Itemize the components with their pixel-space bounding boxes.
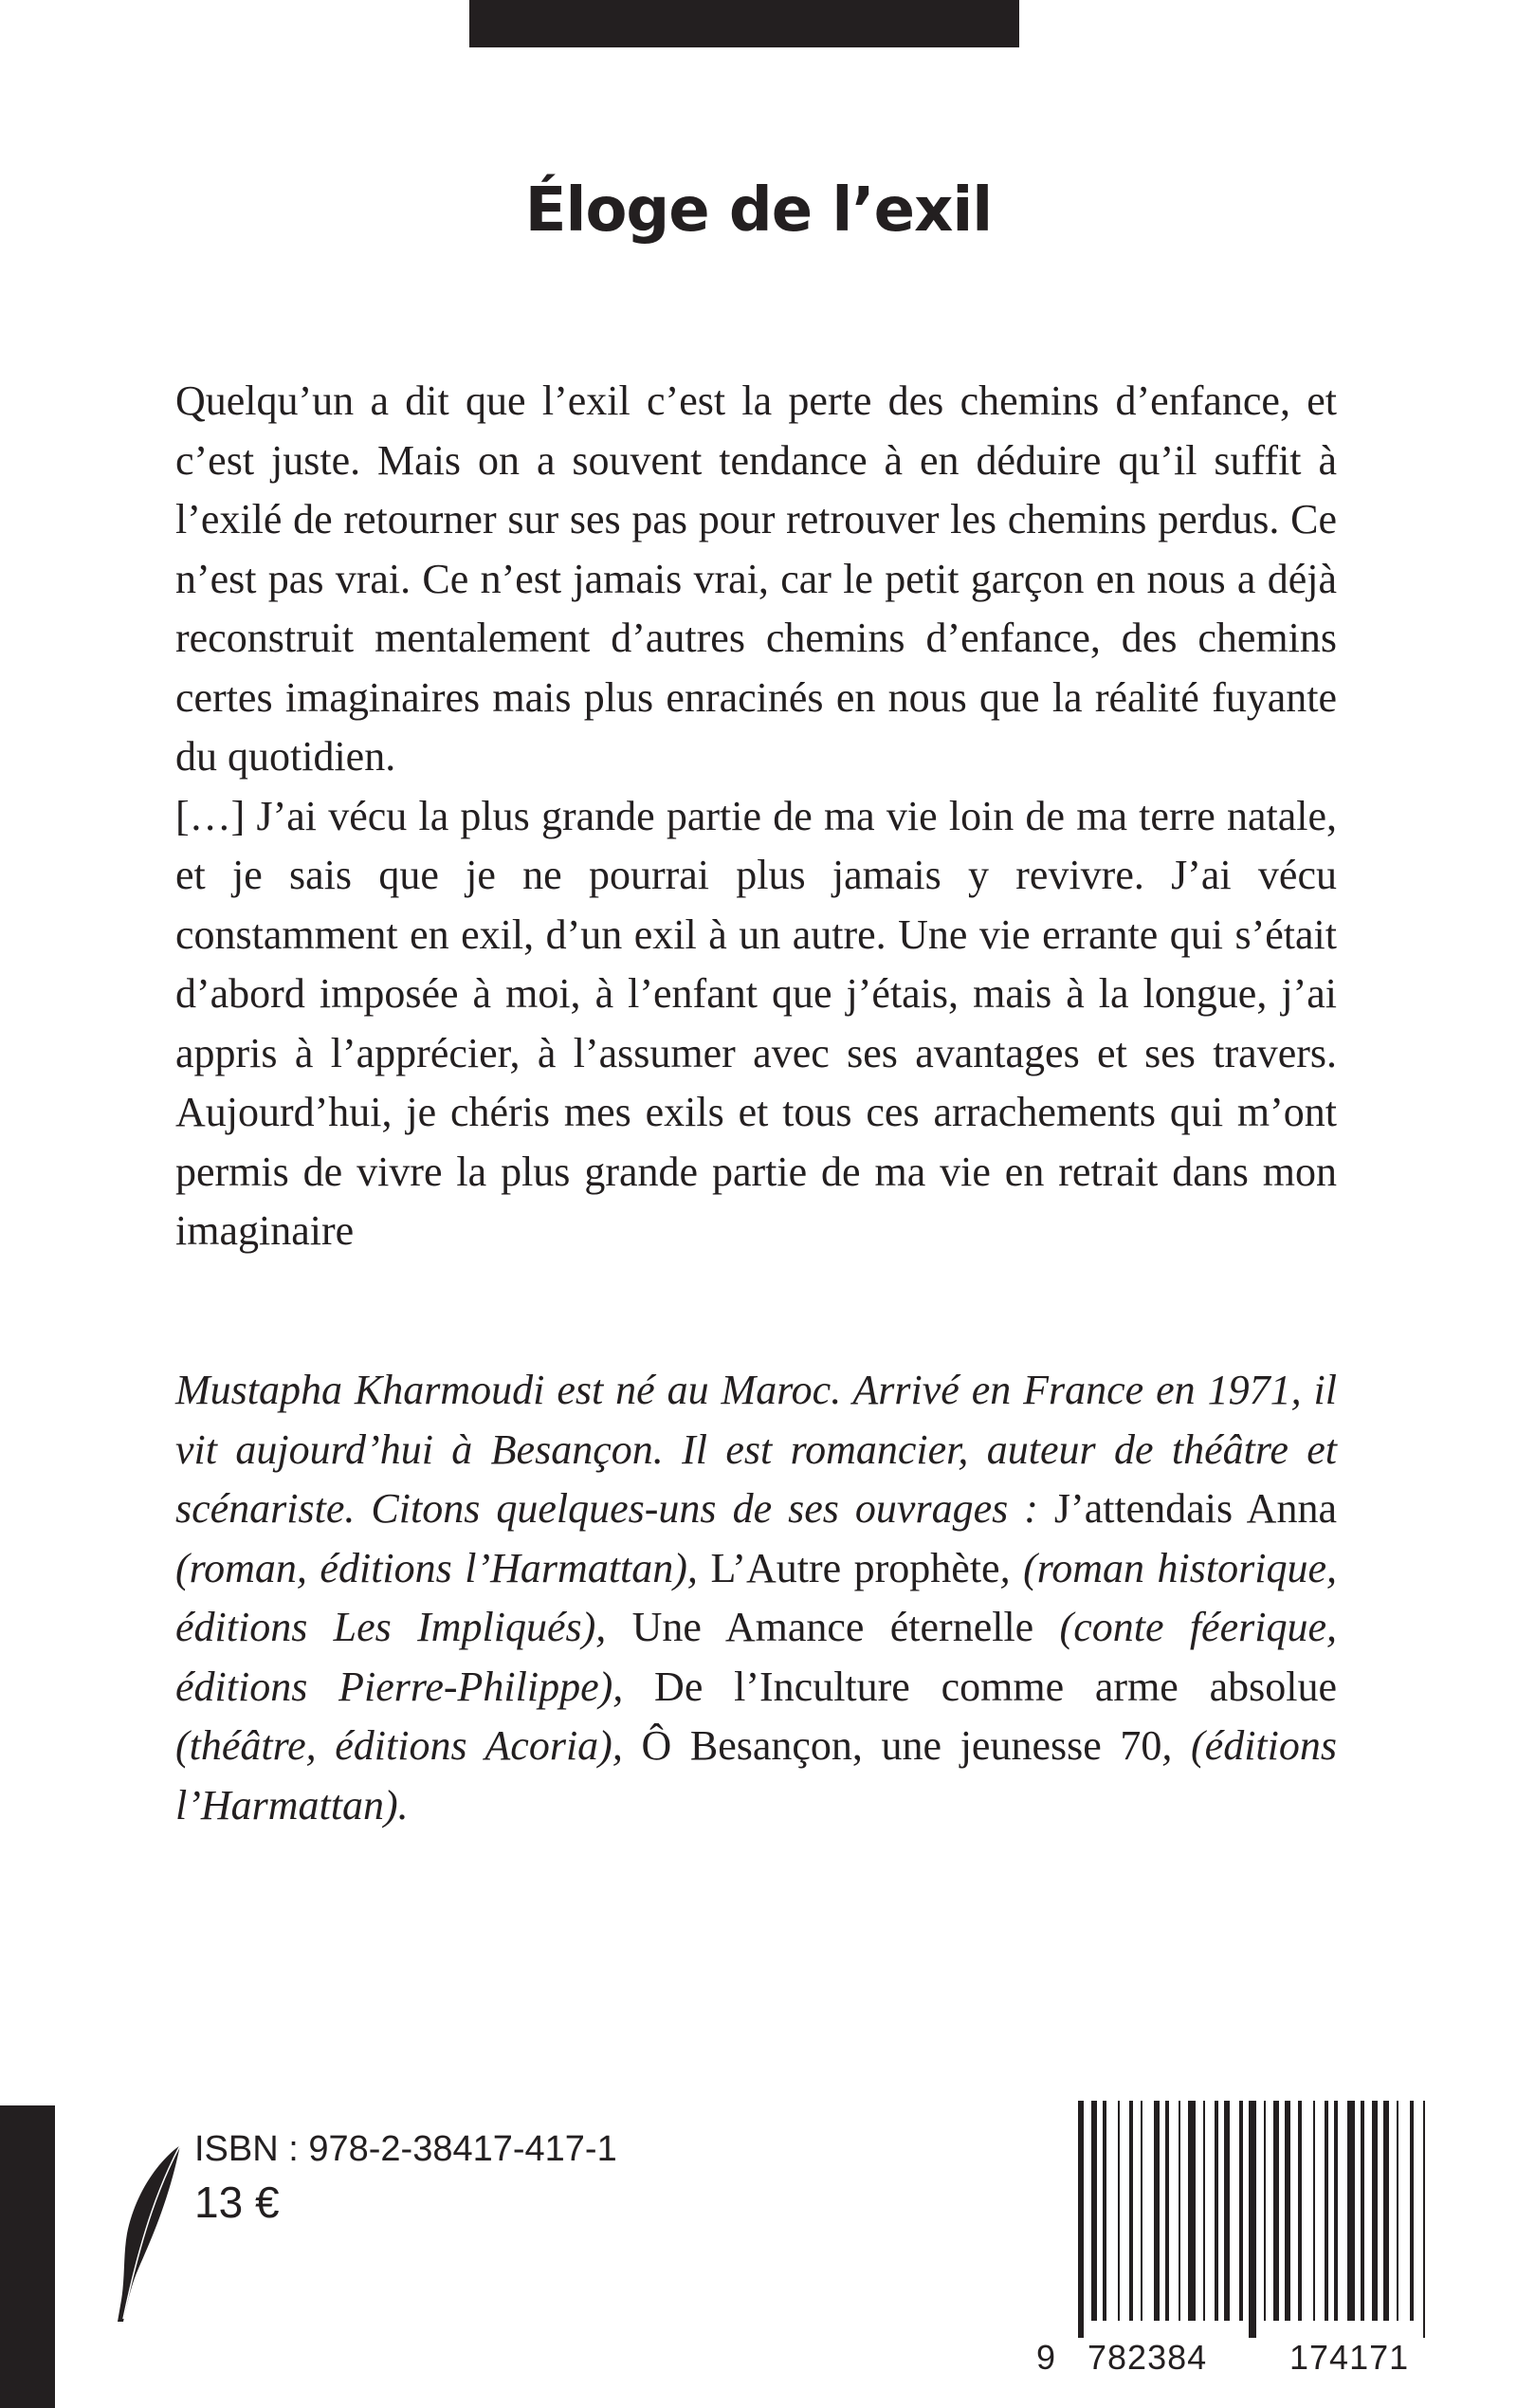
barcode-bar	[1372, 2101, 1378, 2321]
top-color-band	[469, 0, 1019, 47]
work-title-3: Une Amance éternelle	[631, 1604, 1034, 1650]
book-title: Éloge de l’exil	[524, 175, 993, 246]
work-note-3: (conte féerique, éditions Pierre-Philippe),	[175, 1604, 1337, 1710]
barcode-bar	[1273, 2101, 1279, 2321]
barcode-bar	[1103, 2101, 1106, 2321]
barcode-bar	[1325, 2101, 1328, 2321]
work-note-4: (théâtre, éditions Acoria),	[175, 1722, 642, 1769]
barcode-bar	[1313, 2101, 1315, 2321]
barcode-bar	[1410, 2101, 1414, 2321]
barcode-bar	[1165, 2101, 1169, 2321]
barcode-bar	[1298, 2101, 1302, 2321]
barcode-bar	[1383, 2101, 1389, 2321]
barcode	[1029, 2101, 1508, 2376]
author-bio	[175, 1361, 1337, 1835]
barcode-bar	[1118, 2101, 1120, 2321]
barcode-bar	[1203, 2101, 1205, 2321]
work-note-2: , (roman historique, éditions Les Impliqués),	[175, 1544, 1337, 1650]
barcode-bar	[1188, 2101, 1196, 2321]
work-title-1: J’attendais Anna	[1053, 1485, 1337, 1532]
barcode-bar	[1078, 2101, 1084, 2338]
barcode-left-group: 782384	[1087, 2338, 1208, 2377]
isbn-number: ISBN : 978-2-38417-417-1	[194, 2129, 617, 2169]
blurb-paragraph-2: […] J’ai vécu la plus grande partie de ma vie loin de ma terre natale, et je sais que je ne pourrai plus jamais y revivre. J’ai vécu constamment en exil, d’un exil à un autre. Une vie errante qui s’était d’abord imposée à moi, à l’enfant que j’étais, mais à la longue, j’ai appris à l’apprécier, à l’assumer avec ses avantages et ses travers. Aujourd’hui, je chéris mes exils et tous ces arrachements qui m’ont permis de vivre la plus grande partie de ma vie en retrait dans mon imaginaire	[175, 792, 1337, 1254]
barcode-bar	[1397, 2101, 1398, 2321]
barcode-bar	[1285, 2101, 1290, 2321]
work-title-2: L’Autre prophète	[710, 1544, 1000, 1591]
barcode-bar	[1334, 2101, 1338, 2321]
barcode-bar	[1154, 2101, 1160, 2321]
barcode-first-digit: 9	[1036, 2338, 1056, 2377]
barcode-bar	[1347, 2101, 1355, 2321]
barcode-bar	[1224, 2101, 1230, 2321]
barcode-bars	[1029, 2101, 1508, 2338]
barcode-bar	[1423, 2101, 1425, 2338]
price-label: 13 €	[194, 2178, 280, 2227]
left-color-band	[0, 2105, 55, 2408]
work-note-5: , (éditions l’Harmattan).	[175, 1722, 1337, 1829]
work-note-1: (roman, éditions l’Harmattan),	[175, 1544, 711, 1591]
blurb-paragraph-1: Quelqu’un a dit que l’exil c’est la perte des chemins d’enfance, et c’est juste. Mais on a souvent tendance à en déduire qu’il suffit à l’exilé de retourner sur ses pas pour retrouver les chemins perdus. Ce n’est pas vrai. Ce n’est jamais vrai, car le petit garçon en nous a déjà reconstruit mentalement d’autres chemins d’enfance, des chemins certes imaginaires mais plus enracinés en nous que la réalité fuyante du quotidien.	[175, 377, 1337, 780]
feather-quill-icon	[114, 2143, 185, 2324]
barcode-bar	[1361, 2101, 1364, 2321]
barcode-bar	[1129, 2101, 1133, 2321]
barcode-right-group: 174171	[1289, 2338, 1410, 2377]
barcode-bar	[1141, 2101, 1142, 2321]
bio-intro: Mustapha Kharmoudi est né au Maroc. Arrivé en France en 1971, il vit aujourd’hui à Besançon. Il est romancier, auteur de théâtre et scénariste. Citons quelques-uns de ses ouvrages :	[175, 1367, 1337, 1532]
barcode-bar	[1091, 2101, 1097, 2321]
barcode-bar	[1239, 2101, 1243, 2321]
back-cover-blurb	[175, 372, 1337, 1261]
barcode-bar	[1215, 2101, 1218, 2321]
barcode-bar	[1179, 2101, 1180, 2321]
work-title-4: De l’Inculture comme arme absolue	[654, 1663, 1338, 1710]
barcode-bar	[1264, 2101, 1266, 2321]
work-title-5: Ô Besançon, une jeunesse 70	[641, 1722, 1162, 1769]
barcode-bar	[1249, 2101, 1256, 2338]
